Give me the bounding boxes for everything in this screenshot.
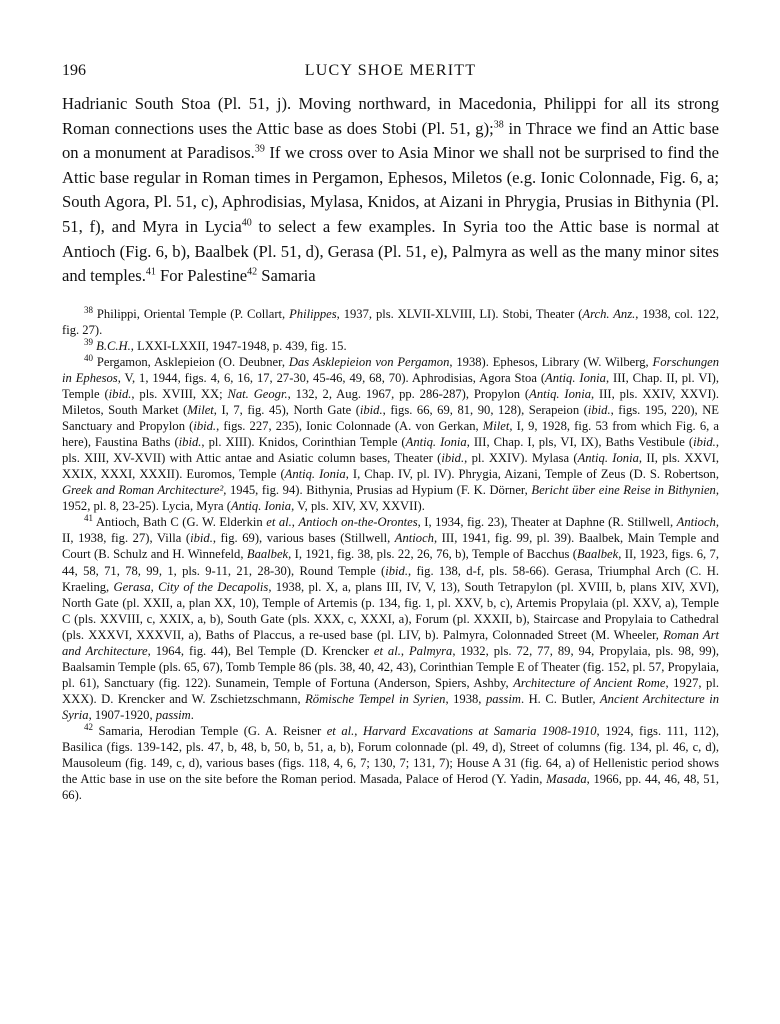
italic-text: et al. — [373, 643, 401, 658]
text-run: , I, 9, 1928, fig. 53 from which Fig. 6, a here), Faustina Baths ( — [62, 419, 719, 450]
page-number: 196 — [62, 62, 86, 79]
italic-text: Antiq. Ionia — [545, 370, 606, 385]
text-run: Pergamon, Asklepieion (O. Deubner, — [93, 354, 289, 369]
text-run: , III, Chap. I, pls, VI, IX), Baths Vestibule ( — [466, 435, 694, 450]
text-run: , 132, 2, Aug. 1967, pp. 286-287), Propylon ( — [287, 386, 530, 401]
text-run: , 1932, pls. 72, 77, 89, 94, Propylaia, pls. 98, 99), Baalsamin Temple (pls. 65, 67), Tomb Temple 86 (pls. 38, 40, 42, 43), Corinthian Temple E of Theater (fig. 152, pl. 57, Propylaia, pl. 61), Sanctuary (fig. 122). Sunamein, Temple of Fortuna (Anderson, Spiers, Ashby, — [62, 643, 720, 690]
text-run: , — [291, 515, 299, 530]
text-run: , figs. 227, 235), Ionic Colonnade (A. von Gerkan, — [216, 419, 483, 434]
italic-text: ibid. — [190, 531, 213, 546]
text-run: , I, 7, fig. 45), North Gate ( — [213, 403, 360, 418]
text-run: , I, Chap. IV, pl. IV). Phrygia, Aizani, Temple of Zeus (D. S. Robertson, — [345, 467, 719, 482]
italic-text: ibid. — [108, 386, 132, 401]
text-run: , fig. 138, d-f, pls. 58-66). Gerasa, Triumphal Arch (C. H. Kraeling, — [62, 563, 719, 594]
text-run: , 1937, pls. XLVII-XLVIII, LI). Stobi, Theater ( — [336, 306, 583, 321]
italic-text: Bericht über eine Reise in Bithynien — [531, 483, 716, 498]
text-run: , 1964, fig. 44), Bel Temple (D. Krencker — [147, 643, 374, 658]
text-run: , 1927, pl. XXX). D. Krencker and W. Zschietzschmann, — [62, 675, 719, 706]
text-run: , II, pls. XXVI, XXIX, XXXI, XXXII). Euromos, Temple ( — [62, 451, 720, 482]
text-run: Antioch, Bath C (G. W. Elderkin — [93, 515, 267, 530]
italic-text: Antiq. Ionia — [529, 386, 592, 401]
italic-text: ibid. — [385, 563, 408, 578]
italic-text: Masada — [546, 772, 587, 787]
text-run: , 1952, pl. 8, 23-25). Lycia, Myra ( — [62, 483, 719, 514]
italic-text: Palmyra — [408, 643, 453, 658]
italic-text: passim — [485, 691, 521, 706]
footnote-marker: 38 — [493, 119, 504, 131]
italic-text: Antioch — [394, 531, 434, 546]
text-run: If we cross over to Asia Minor we shall not be surprised to find the Attic base regular in Roman times in Pergamon, Ephesos, Miletos (e.g. Ionic Colonnade, Fig. 6, a; South Agora, Pl. 51, c), Aphrodisias, Mylasa, Knidos, at Aizani in Phrygia, Prusias in Bithynia (Pl. 51, f), and Myra in Lycia — [62, 143, 720, 236]
text-run: . — [190, 707, 194, 722]
italic-text: Philippes — [289, 306, 337, 321]
italic-text: Arch. Anz. — [582, 306, 636, 321]
footnote-marker: 41 — [145, 266, 156, 278]
italic-text: Greek and Roman Architecture² — [62, 483, 224, 498]
italic-text: passim — [155, 707, 191, 722]
text-run: Philippi, Oriental Temple (P. Collart, — [93, 306, 290, 321]
text-run: , figs. 195, 220), NE Sanctuary and Propylon ( — [62, 403, 719, 434]
text-run: , III, pls. XXIV, XXVI). Miletos, South Market ( — [62, 386, 720, 418]
body-paragraph — [62, 92, 719, 289]
text-run: , 1945, fig. 94). Bithynia, Prusias ad Hypium (F. K. Dörner, — [223, 483, 532, 498]
footnote — [62, 338, 719, 354]
footnote-marker: 39 — [254, 143, 265, 155]
text-run: , I, 1934, fig. 23), Theater at Daphne (R. Stillwell, — [417, 515, 677, 530]
italic-text: Nat. Geogr. — [227, 386, 288, 401]
italic-text: ibid. — [193, 419, 217, 434]
italic-text: ibid. — [359, 403, 383, 418]
footnote-marker: 38 — [84, 304, 93, 315]
text-run: , — [354, 723, 363, 738]
italic-text: Gerasa, City of the Decapolis — [113, 579, 269, 594]
italic-text: Antioch on-the-Orontes — [298, 515, 418, 530]
italic-text: B.C.H. — [96, 338, 131, 353]
italic-text: et al. — [266, 515, 292, 530]
text-run: Samaria, Herodian Temple (G. A. Reisner — [93, 723, 327, 738]
italic-text: Architecture of Ancient Rome — [513, 675, 666, 690]
text-run: , pls. XIII, XV-XVII) with Attic antae and Asiatic column bases, Theater ( — [62, 435, 719, 466]
text-run: , V, pls. XIV, XV, XXVII). — [291, 499, 425, 514]
italic-text: Römische Tempel in Syrien — [305, 691, 446, 706]
running-head: LUCY SHOE MERITT — [304, 62, 477, 79]
italic-text: et al. — [326, 723, 355, 738]
italic-text: ibid. — [441, 451, 465, 466]
italic-text: Milet — [482, 419, 510, 434]
text-run: , 1924, figs. 111, 112), Basilica (figs. 139-142, pls. 47, b, 48, b, 50, b, 51, a, b), Forum colonnade (pl. 49, d), Street of columns (fig. 134, pl. 46, c, d), Mausoleum (fig. 149, c, d), various bases (figs. 118, 4, 6, 7; 130, 7; 131, 7); House A 31 (fig. 64, a) of Hellenistic period shows the Attic base in use on the site before the Roman period. Masada, Palace of Herod (Y. Yadin, — [62, 723, 719, 787]
italic-text: Baalbek — [246, 547, 289, 562]
footnote — [62, 514, 719, 723]
text-run: , — [400, 643, 409, 658]
page-header — [62, 62, 719, 92]
footnote-marker: 42 — [84, 721, 93, 732]
italic-text: Antiq. Ionia — [405, 435, 467, 450]
footnote-marker: 42 — [247, 266, 258, 278]
italic-text: Antioch — [676, 515, 716, 530]
footnote-marker: 40 — [241, 217, 252, 229]
page — [62, 62, 719, 803]
text-run: , 1966, pp. 44, 46, 48, 51, 66). — [62, 772, 719, 803]
text-run: , V, 1, 1944, figs. 4, 6, 16, 17, 27-30, 45-46, 49, 68, 70). Aphrodisias, Agora Stoa ( — [117, 370, 546, 385]
italic-text: ibid. — [178, 435, 202, 450]
italic-text: Baalbek — [576, 547, 619, 562]
italic-text: Antiq. Ionia — [284, 467, 346, 482]
italic-text: Roman Art and Architecture — [62, 627, 719, 658]
italic-text: Antiq. Ionia — [577, 451, 639, 466]
italic-text: Antiq. Ionia — [230, 499, 292, 514]
text-run: , II, 1938, fig. 27), Villa ( — [62, 515, 719, 546]
italic-text: ibid. — [587, 403, 611, 418]
text-run: , 1938, — [445, 691, 486, 706]
italic-text: ibid. — [693, 435, 716, 450]
italic-text: Ancient Architecture in Syria — [62, 691, 720, 722]
italic-text: Milet — [187, 403, 214, 418]
text-run: , II, 1923, figs. 6, 7, 44, 58, 71, 78, 99, 1, pls. 9-11, 21, 28-30), Round Temple ( — [62, 547, 719, 578]
text-run: , pls. XVIII, XX; — [131, 386, 228, 401]
text-run: For Palestine — [155, 266, 248, 286]
footnote-marker: 39 — [84, 336, 93, 347]
text-run: , pl. XIII). Knidos, Corinthian Temple ( — [201, 435, 406, 450]
text-run: , pl. XXIV). Mylasa ( — [464, 451, 578, 466]
text-run: , I, 1921, fig. 38, pls. 22, 26, 76, b), Temple of Bacchus ( — [288, 547, 577, 562]
text-run: , 1907-1920, — [88, 707, 156, 722]
footnote-marker: 41 — [84, 513, 93, 524]
italic-text: Harvard Excavations at Samaria 1908-1910 — [362, 723, 597, 738]
text-run: , III, Chap. II, pl. VI), Temple ( — [62, 370, 720, 401]
text-run: , LXXI-LXXII, 1947-1948, p. 439, fig. 15. — [130, 338, 347, 353]
text-run: , III, 1941, fig. 99, pl. 39). Baalbek, Main Temple and Court (B. Schulz and H. Winnefeld, — [62, 531, 719, 562]
text-run: , fig. 69), various bases (Stillwell, — [212, 531, 395, 546]
text-run: , 1938, col. 122, fig. 27). — [62, 306, 720, 337]
footnote — [62, 723, 719, 803]
text-run: to select a few examples. In Syria too the Attic base is normal at Antioch (Fig. 6, b), Baalbek (Pl. 51, d), Gerasa (Pl. 51, e), Palmyra as well as the many minor sites and temples. — [62, 216, 719, 286]
footnote — [62, 306, 719, 338]
italic-text: Forschungen in Ephesos — [62, 354, 720, 385]
text-run: , 1938). Ephesos, Library (W. Wilberg, — [449, 354, 653, 369]
text-run: . H. C. Butler, — [520, 691, 600, 706]
text-run: Hadrianic South Stoa (Pl. 51, j). Moving northward, in Macedonia, Philippi for all its strong Roman connections uses the Attic base as does Stobi (Pl. 51, g); — [62, 94, 719, 138]
footnote-marker: 40 — [84, 352, 93, 363]
italic-text: Das Asklepieion von Pergamon — [288, 354, 450, 369]
footnotes — [62, 306, 719, 803]
footnote — [62, 354, 719, 514]
text-run: in Thrace we find an Attic base on a monument at Paradisos. — [62, 118, 719, 163]
text-run: , figs. 66, 69, 81, 90, 128), Serapeion ( — [382, 403, 588, 418]
text-run: Samaria — [257, 266, 316, 286]
text-run: , 1938, pl. X, a, plans III, IV, V, 13), South Tetrapylon (pl. XVIII, b, plans XIV, XVI), North Gate (pl. XXII, a, plan XX, 10), Temple of Artemis (p. 134, fig. 1, pl. XXV, b, c), Artemis Propylaia (pl. XXV, a), Temple C (pls. XXVIII, c, XXIX, a, b), South Gate (pls. XXX, c, XXXI, a), Forum (pl. XXXII, b), Staircase and Propylaia to Cathedral (pls. XXXVI, XXXVII, a), Baths of Placcus, a re-used base (pl. LIV, b). Palmyra, Colonnaded Street (M. Wheeler, — [62, 579, 720, 642]
